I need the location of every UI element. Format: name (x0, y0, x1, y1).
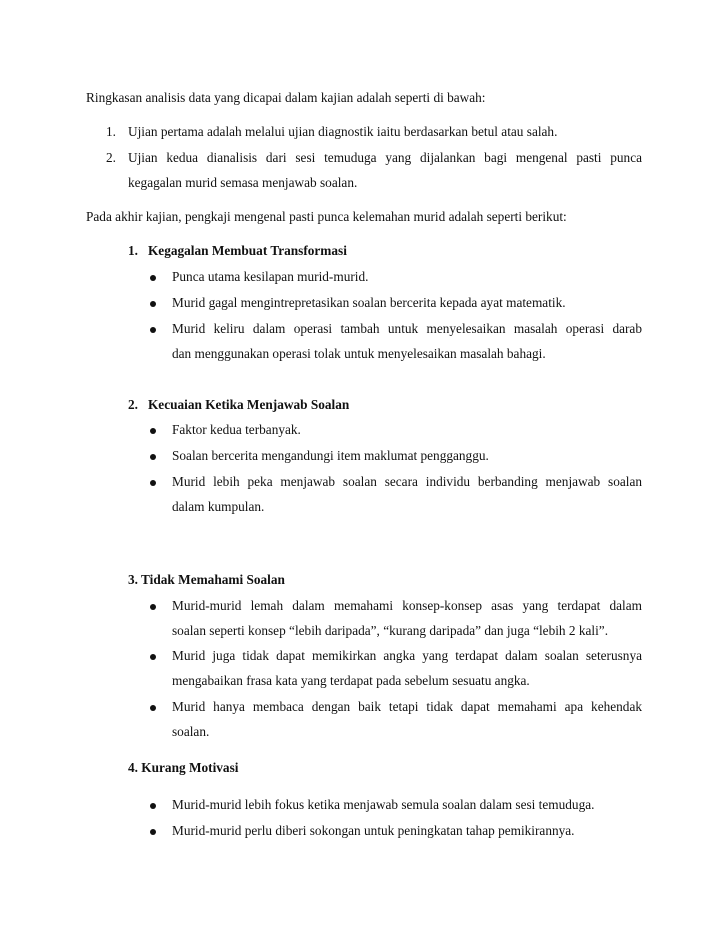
bullet-text: Murid gagal mengintrepretasikan soalan bercerita kepada ayat matematik. (172, 295, 566, 310)
bullet-text: Murid juga tidak dapat memikirkan angka yang terdapat dalam soalan seterusnya (172, 648, 642, 663)
section-heading: 4. Kurang Motivasi (128, 760, 239, 775)
section-heading: 1. Kegagalan Membuat Transformasi (128, 243, 347, 258)
bullet-text: Murid hanya membaca dengan baik tetapi tidak dapat memahami apa kehendak (172, 699, 642, 714)
bullet-text: Soalan bercerita mengandungi item maklumat pengganggu. (172, 448, 489, 463)
bullet-text: Murid-murid lebih fokus ketika menjawab semula soalan dalam sesi temuduga. (172, 797, 595, 812)
section-heading: 3. Tidak Memahami Soalan (128, 572, 285, 587)
bullet-text: Murid-murid lemah dalam memahami konsep-konsep asas yang terdapat dalam (172, 598, 642, 613)
section-heading: 2. Kecuaian Ketika Menjawab Soalan (128, 397, 350, 412)
bullet-icon (150, 604, 156, 610)
bullet-text: Faktor kedua terbanyak. (172, 422, 301, 437)
numbered-item-text: Ujian pertama adalah melalui ujian diagnostik iaitu berdasarkan betul atau salah. (128, 124, 558, 139)
bullet-icon (150, 654, 156, 660)
numbered-item-text: Ujian kedua dianalisis dari sesi temuduga yang dijalankan bagi mengenal pasti punca (128, 150, 642, 165)
bullet-icon (150, 829, 156, 835)
bullet-icon (150, 428, 156, 434)
bullet-icon (150, 454, 156, 460)
bullet-icon (150, 803, 156, 809)
bullet-text: Murid lebih peka menjawab soalan secara individu berbanding menjawab soalan (172, 474, 642, 489)
bullet-text: Punca utama kesilapan murid-murid. (172, 269, 369, 284)
bullet-text-cont: dan menggunakan operasi tolak untuk menyelesaikan masalah bahagi. (172, 346, 546, 361)
bullet-text-cont: soalan seperti konsep “lebih daripada”, “kurang daripada” dan juga “lebih 2 kali”. (172, 623, 609, 638)
bullet-icon (150, 275, 156, 281)
bullet-text: Murid keliru dalam operasi tambah untuk menyelesaikan masalah operasi darab (172, 321, 642, 336)
bullet-text-cont: mengabaikan frasa kata yang terdapat pada sebelum sesuatu angka. (172, 673, 530, 688)
numbered-item-number: 2. (106, 150, 116, 165)
bullet-icon (150, 480, 156, 486)
bullet-text-cont: dalam kumpulan. (172, 499, 265, 514)
bullet-text-cont: soalan. (172, 724, 210, 739)
findings-intro-paragraph: Pada akhir kajian, pengkaji mengenal pasti punca kelemahan murid adalah seperti berikut: (86, 209, 567, 224)
bullet-text: Murid-murid perlu diberi sokongan untuk peningkatan tahap pemikirannya. (172, 823, 575, 838)
numbered-item-number: 1. (106, 124, 116, 139)
bullet-icon (150, 301, 156, 307)
bullet-icon (150, 327, 156, 333)
bullet-icon (150, 705, 156, 711)
intro-paragraph: Ringkasan analisis data yang dicapai dalam kajian adalah seperti di bawah: (86, 90, 486, 105)
numbered-item-text-cont: kegagalan murid semasa menjawab soalan. (128, 175, 358, 190)
